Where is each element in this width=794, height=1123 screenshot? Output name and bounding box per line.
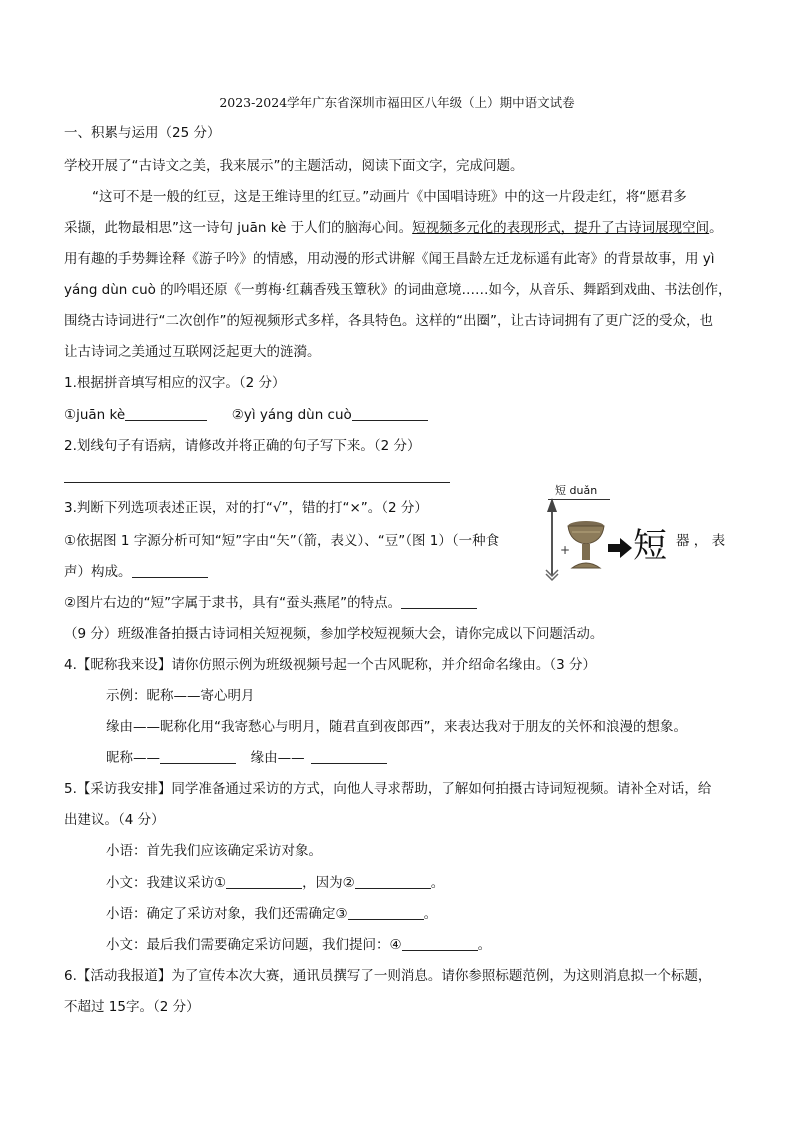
- passage-line-4: yáng dùn cuò 的吟唱还原《一剪梅·红藕香残玉簟秋》的词曲意境……如今，从音乐、舞蹈到戏曲、书法创作，: [64, 282, 732, 298]
- etymology-figure: [540, 480, 640, 584]
- answer-blank-2[interactable]: [355, 874, 431, 889]
- question-3: 3.判断下列选项表述正误，对的打“√”，错的打“×”。（2 分）: [64, 500, 428, 516]
- question-3-item-a: ①依据图 1 字源分析可知“短”字由“矢”（箭，表义）、“豆”（图 1）（一种食: [64, 533, 500, 549]
- underlined-sentence: 短视频多元化的表现形式，提升了古诗词展现空间: [412, 220, 710, 236]
- q4-example: 示例：昵称——寄心明月: [106, 688, 255, 704]
- answer-blank-3[interactable]: [348, 905, 424, 920]
- q3-text: 声）构成。: [64, 564, 132, 580]
- q1-item-a: ①juān kè: [64, 407, 126, 423]
- plus-sign: +: [560, 543, 571, 557]
- dialogue-text: ，因为②: [302, 875, 355, 891]
- passage-line-3: 用有趣的手势舞诠释《游子吟》的情感，用动漫的形式讲解《闻王昌龄左迁龙标遥有此寄》的背景故事，用 yì: [64, 251, 715, 267]
- nickname-label: 昵称——: [106, 750, 160, 766]
- q4-example-reason: 缘由——昵称化用“我寄愁心与明月，随君直到夜郎西”，来表达我对于朋友的关怀和浪漫的想象。: [106, 719, 687, 735]
- dialogue-line-4: [106, 935, 776, 955]
- reason-label: 缘由——: [250, 750, 305, 766]
- passage-text: 。: [709, 220, 723, 236]
- right-arrow-icon: [608, 538, 632, 558]
- answer-line[interactable]: [64, 482, 450, 483]
- answer-blank[interactable]: [125, 406, 207, 421]
- dialogue-text: 小语：确定了采访对象，我们还需确定③: [106, 906, 348, 922]
- nickname-blank[interactable]: [160, 749, 236, 764]
- dialogue-text: 。: [430, 875, 445, 891]
- dialogue-line-1: 小语：首先我们应该确定采访对象。: [106, 843, 322, 859]
- question-4: 4.【昵称我来设】请你仿照示例为班级视频号起一个古风昵称，并介绍命名缘由。（3 分）: [64, 657, 597, 673]
- answer-blank[interactable]: [132, 563, 208, 578]
- dialogue-text: 小文：我建议采访①: [106, 875, 227, 891]
- vessel-icon: [568, 521, 604, 568]
- passage-text: 采撷，此物最相思”这一诗句 juān kè 于人们的脑海心间。: [64, 220, 413, 236]
- figure-label: 短 duǎn: [555, 484, 598, 497]
- question-6-cont: 不超过 15字。（2 分）: [64, 999, 200, 1015]
- section-2-intro: （9 分）班级准备拍摄古诗词相关短视频，参加学校短视频大会，请你完成以下问题活动。: [64, 626, 604, 642]
- arrow-icon: [546, 498, 558, 580]
- question-5: 5.【采访我安排】同学准备通过采访的方式，向他人寻求帮助，了解如何拍摄古诗词短视频。请补全对话，给: [64, 781, 712, 797]
- passage-line-1: “这可不是一般的红豆，这是王维诗里的红豆。”动画片《中国唱诗班》中的这一片段走红，将“愿君多: [92, 189, 687, 205]
- dialogue-text: 。: [423, 906, 438, 922]
- question-1-blanks: [64, 405, 734, 425]
- answer-blank[interactable]: [401, 594, 477, 609]
- reason-blank[interactable]: [311, 749, 387, 764]
- question-3-item-a-wrap: 器 ， 表: [676, 533, 726, 549]
- dialogue-text: 。: [477, 937, 492, 953]
- intro-text: 学校开展了“古诗文之美，我来展示”的主题活动，阅读下面文字，完成问题。: [64, 158, 524, 174]
- answer-blank-4[interactable]: [402, 936, 478, 951]
- answer-blank[interactable]: [352, 406, 428, 421]
- section-heading-1: 一、积累与运用（25 分）: [64, 125, 221, 141]
- dialogue-line-3: [106, 904, 776, 924]
- q1-item-b: ②yì yáng dùn cuò: [231, 407, 352, 423]
- question-6: 6.【活动我报道】为了宣传本次大赛，通讯员撰写了一则消息。请你参照标题范例，为这则消息拟一个标题，: [64, 968, 712, 984]
- q4-answer-row: [106, 748, 776, 768]
- dialogue-line-2: [106, 873, 776, 893]
- question-3-item-b: [64, 593, 734, 613]
- exam-title: 2023-2024学年广东省深圳市福田区八年级（上）期中语文试卷: [219, 95, 575, 110]
- q3-text: ②图片右边的“短”字属于隶书，具有“蚕头燕尾”的特点。: [64, 595, 402, 611]
- clerical-script-character: 短: [633, 526, 667, 566]
- passage-line-6: 让古诗词之美通过互联网泛起更大的涟漪。: [64, 344, 321, 360]
- dialogue-text: 小文：最后我们需要确定采访问题，我们提问：④: [106, 937, 402, 953]
- answer-blank-1[interactable]: [226, 874, 302, 889]
- question-1: 1.根据拼音填写相应的汉字。（2 分）: [64, 375, 286, 391]
- passage-line-5: 围绕古诗词进行“二次创作”的短视频形式多样，各具特色。这样的“出圈”，让古诗词拥有了更广泛的受众，也: [64, 313, 713, 329]
- question-5-cont: 出建议。（4 分）: [64, 812, 165, 828]
- passage-line-2: [64, 218, 734, 238]
- question-2: 2.划线句子有语病，请修改并将正确的句子写下来。（2 分）: [64, 438, 421, 454]
